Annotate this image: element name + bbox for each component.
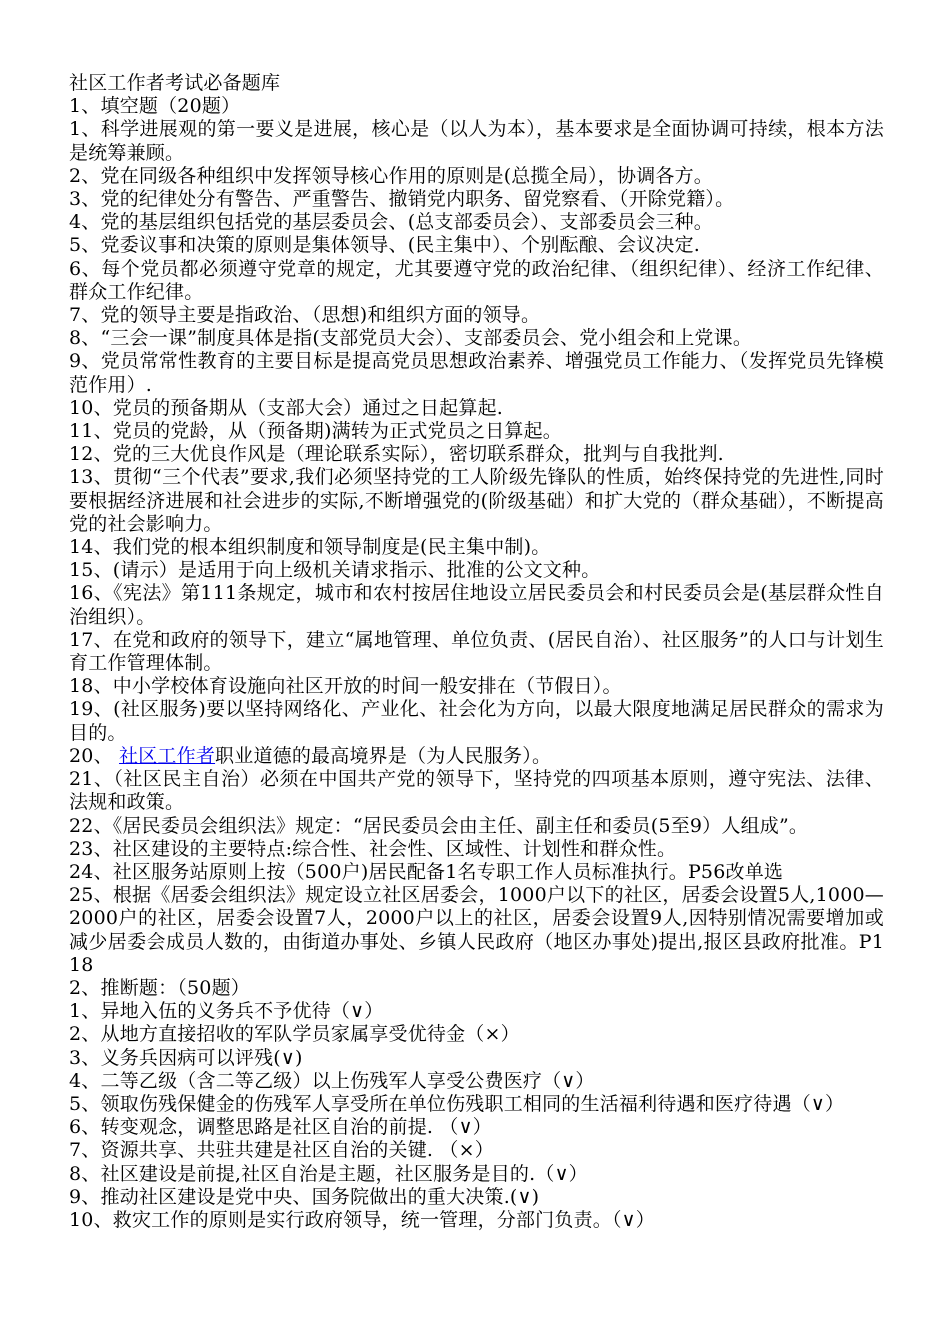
- judge-question-2: 2、从地方直接招收的军队学员家属享受优待金（×）: [69, 1023, 520, 1046]
- fill-question-20-suffix: 职业道德的最高境界是（为人民服务）。: [215, 744, 552, 767]
- fill-question-18: 18、中小学校体育设施向社区开放的时间一般安排在（节假日）。: [69, 675, 622, 698]
- fill-question-3: 3、党的纪律处分有警告、严重警告、撤销党内职务、留党察看、（开除党籍）。: [69, 188, 735, 211]
- fill-question-9: 9、党员常常性教育的主要目标是提高党员思想政治素养、增强党员工作能力、（发挥党员先锋模范作用）.: [69, 350, 884, 396]
- judge-question-6: 6、转变观念，调整思路是社区自治的前提. （∨）: [69, 1116, 492, 1139]
- fill-question-20-prefix: 20、: [69, 744, 120, 767]
- fill-question-8: 8、“三会一课”制度具体是指(支部党员大会）、支部委员会、党小组会和上党课。: [69, 327, 753, 350]
- judge-question-5: 5、领取伤残保健金的伤残军人享受所在单位伤残职工相同的生活福利待遇和医疗待遇（∨）: [69, 1092, 845, 1115]
- fill-question-15: 15、(请示）是适用于向上级机关请求指示、批准的公文文种。: [69, 559, 601, 582]
- fill-question-10: 10、党员的预备期从（支部大会）通过之日起算起.: [69, 396, 504, 419]
- judge-question-4: 4、二等乙级（含二等乙级）以上伤残军人享受公费医疗（∨）: [69, 1069, 595, 1092]
- fill-question-4: 4、党的基层组织包括党的基层委员会、(总支部委员会）、支部委员会三种。: [69, 211, 714, 234]
- judge-question-3: 3、义务兵因病可以评残(∨): [69, 1046, 303, 1069]
- fill-question-20: [69, 745, 884, 768]
- fill-question-25: 25、根据《居委会组织法》规定设立社区居委会，1000户以下的社区，居委会设置5人,1000—2000户的社区，居委会设置7人，2000户以上的社区，居委会设置9人,因特别情况需要增加或减少居委会成员人数的，由街道办事处、乡镇人民政府（地区办事处)提出,报区县政府批准。P118: [69, 884, 884, 976]
- fill-question-13: 13、贯彻“三个代表”要求,我们必须坚持党的工人阶级先锋队的性质，始终保持党的先进性,同时要根据经济进展和社会进步的实际,不断增强党的(阶级基础）和扩大党的（群众基础），不断提高党的社会影响力。: [69, 466, 884, 535]
- document-body: [69, 72, 884, 1232]
- fill-question-23: 23、社区建设的主要特点:综合性、社会性、区域性、计划性和群众性。: [69, 837, 677, 860]
- document-title: 社区工作者考试必备题库: [69, 72, 281, 94]
- judge-question-10: 10、救灾工作的原则是实行政府领导，统一管理，分部门负责。（∨）: [69, 1208, 655, 1231]
- fill-question-21: 21、（社区民主自治）必须在中国共产党的领导下，坚持党的四项基本原则，遵守宪法、法律、法规和政策。: [69, 768, 884, 814]
- fill-question-19: 19、(社区服务)要以坚持网络化、产业化、社会化为方向，以最大限度地满足居民群众的需求为目的。: [69, 698, 884, 744]
- section-heading-fill-in: 1、填空题（20题）: [69, 95, 241, 118]
- fill-question-5: 5、党委议事和决策的原则是集体领导、(民主集中）、个别酝酿、会议决定.: [69, 234, 701, 257]
- judge-question-8: 8、社区建设是前提,社区自治是主题，社区服务是目的.（∨）: [69, 1162, 588, 1185]
- judge-question-7: 7、资源共享、共驻共建是社区自治的关键. （×）: [69, 1139, 494, 1162]
- fill-question-2: 2、党在同级各种组织中发挥领导核心作用的原则是(总揽全局），协调各方。: [69, 164, 714, 187]
- community-worker-link[interactable]: 社区工作者: [119, 744, 216, 767]
- fill-question-22: 22、《居民委员会组织法》规定：“居民委员会由主任、副主任和委员(5至9）人组成”。: [69, 814, 809, 837]
- section-heading-judgment: 2、推断题：（50题）: [69, 976, 250, 999]
- fill-question-7: 7、党的领导主要是指政治、（思想)和组织方面的领导。: [69, 304, 541, 327]
- fill-question-11: 11、党员的党龄，从（预备期)满转为正式党员之日算起。: [69, 420, 562, 443]
- fill-question-12: 12、党的三大优良作风是（理论联系实际），密切联系群众，批判与自我批判.: [69, 443, 724, 466]
- judge-question-1: 1、异地入伍的义务兵不予优待（∨）: [69, 1000, 384, 1023]
- judge-question-9: 9、推动社区建设是党中央、国务院做出的重大决策.(∨): [69, 1185, 540, 1208]
- fill-question-17: 17、在党和政府的领导下，建立“属地管理、单位负责、(居民自治）、社区服务”的人口与计划生育工作管理体制。: [69, 628, 884, 675]
- fill-question-24: 24、社区服务站原则上按（500户)居民配备1名专职工作人员标准执行。P56改单选: [69, 860, 784, 883]
- fill-question-1: 1、科学进展观的第一要义是进展，核心是（以人为本），基本要求是全面协调可持续，根本方法是统筹兼顾。: [69, 118, 884, 164]
- fill-question-16: 16、《宪法》第111条规定，城市和农村按居住地设立居民委员会和村民委员会是(基层群众性自治组织）。: [69, 582, 884, 628]
- fill-question-6: 6、每个党员都必须遵守党章的规定，尤其要遵守党的政治纪律、（组织纪律）、经济工作纪律、群众工作纪律。: [69, 257, 884, 303]
- fill-question-14: 14、我们党的根本组织制度和领导制度是(民主集中制)。: [69, 536, 551, 559]
